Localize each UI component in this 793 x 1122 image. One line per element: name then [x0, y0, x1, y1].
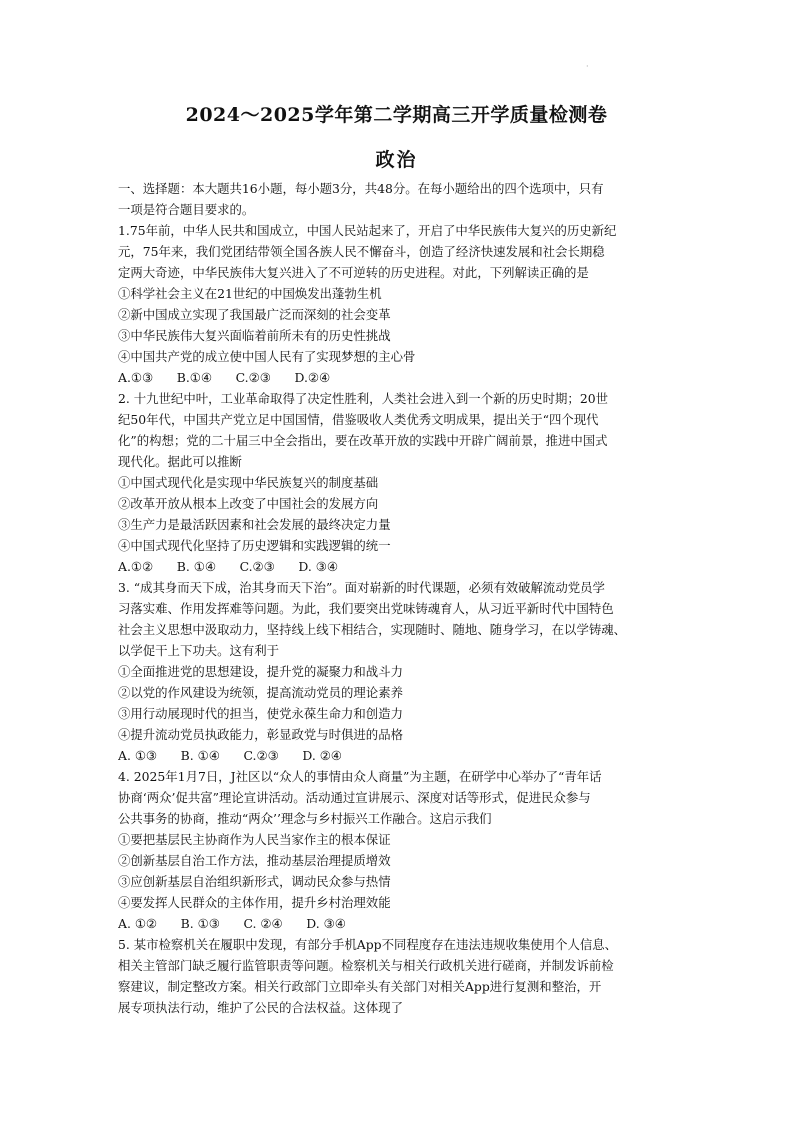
- statement-1: ①中国式现代化是实现中华民族复兴的制度基础: [118, 475, 379, 490]
- answer-options: A.①③ B.①④ C.②③ D.②④: [118, 370, 331, 385]
- statement-1: ①全面推进党的思想建设，提升党的凝聚力和战斗力: [118, 664, 403, 679]
- subject-title: 政治: [375, 149, 418, 171]
- section-instructions: [118, 178, 678, 220]
- statement-2: ②以党的作风建设为统领，提高流动党员的理论素养: [118, 685, 403, 700]
- answer-options: A. ①② B. ①③ C. ②④ D. ③④: [118, 916, 346, 931]
- statement-2: ②新中国成立实现了我国最广泛而深刻的社会变革: [118, 307, 391, 322]
- question-stem-line: 社会主义思想中汲取动力，坚持线上线下相结合，实现随时、随地、随身学习，在以学铸魂、: [118, 622, 627, 637]
- question-stem-line: 2. 十九世纪中叶，工业革命取得了决定性胜利，人类社会进入到一个新的历史时期；20世: [118, 391, 608, 406]
- statement-3: ③用行动展现时代的担当，使党永葆生命力和创造力: [118, 706, 403, 721]
- exam-title: 2024～2025学年第二学期高三开学质量检测卷: [185, 104, 608, 126]
- question-stem-line: 元，75年来，我们党团结带领全国各族人民不懈奋斗，创造了经济快速发展和社会长期稳: [118, 244, 605, 259]
- statement-2: ②改革开放从根本上改变了中国社会的发展方向: [118, 496, 379, 511]
- question-stem-line: 以学促干上下功夫。这有利于: [118, 643, 280, 658]
- question-stem-line: 展专项执法行动，维护了公民的合法权益。这体现了: [118, 1000, 403, 1015]
- question-stem-line: 现代化。据此可以推断: [118, 454, 242, 469]
- question-stem-line: 5. 某市检察机关在履职中发现，有部分手机App不同程度存在违法违规收集使用个人信息、: [118, 937, 618, 952]
- exam-body: [118, 178, 678, 1018]
- question-stem-line: 4. 2025年1月7日，J社区以“众人的事情由众人商量”为主题，在研学中心举办了“青年话: [118, 769, 602, 784]
- question-stem-line: 纪50年代，中国共产党立足中国国情，借鉴吸收人类优秀文明成果，提出关于“四个现代: [118, 412, 599, 427]
- question-1: [118, 220, 678, 388]
- question-stem-line: 定两大奇迹，中华民族伟大复兴进入了不可逆转的历史进程。对此，下列解读正确的是: [118, 265, 589, 280]
- instruction-line: 一、选择题：本大题共16小题，每小题3分，共48分。在每小题给出的四个选项中，只有: [118, 181, 604, 196]
- statement-3: ③应创新基层自治组织新形式，调动民众参与热情: [118, 874, 391, 889]
- statement-4: ④要发挥人民群众的主体作用，提升乡村治理效能: [118, 895, 391, 910]
- statement-4: ④提升流动党员执政能力，彰显政党与时俱进的品格: [118, 727, 403, 742]
- question-stem-line: 相关主管部门缺乏履行监管职责等问题。检察机关与相关行政机关进行磋商，并制发诉前检: [118, 958, 614, 973]
- statement-3: ③生产力是最活跃因素和社会发展的最终决定力量: [118, 517, 391, 532]
- question-5: [118, 934, 678, 1018]
- question-2: [118, 388, 678, 577]
- question-stem-line: 公共事务的协商，推动“两众’’理念与乡村振兴工作融合。这启示我们: [118, 811, 492, 826]
- question-stem-line: 协商‘两众’促共富”理论宣讲活动。活动通过宣讲展示、深度对话等形式，促进民众参与: [118, 790, 591, 805]
- statement-2: ②创新基层自治工作方法，推动基层治理提质增效: [118, 853, 391, 868]
- scan-speck: ·: [586, 62, 589, 71]
- instruction-line: 一项是符合题目要求的。: [118, 202, 255, 217]
- question-stem-line: 习落实难、作用发挥难等问题。为此，我们要突出党味铸魂育人，从习近平新时代中国特色: [118, 601, 614, 616]
- question-3: [118, 577, 678, 766]
- question-4: [118, 766, 678, 934]
- question-stem-line: 化”的构想；党的二十届三中全会指出，要在改革开放的实践中开辟广阔前景，推进中国式: [118, 433, 608, 448]
- statement-1: ①科学社会主义在21世纪的中国焕发出蓬勃生机: [118, 286, 382, 301]
- statement-3: ③中华民族伟大复兴面临着前所未有的历史性挑战: [118, 328, 391, 343]
- question-stem-line: 察建议，制定整改方案。相关行政部门立即牵头有关部门对相关App进行复测和整治，开: [118, 979, 602, 994]
- statement-4: ④中国式现代化坚持了历史逻辑和实践逻辑的统一: [118, 538, 391, 553]
- statement-1: ①要把基层民主协商作为人民当家作主的根本保证: [118, 832, 391, 847]
- question-stem-line: 3. “成其身而天下成，治其身而天下治”。面对崭新的时代课题，必须有效破解流动党员学: [118, 580, 605, 595]
- answer-options: A. ①③ B. ①④ C.②③ D. ②④: [118, 748, 342, 763]
- statement-4: ④中国共产党的成立使中国人民有了实现梦想的主心骨: [118, 349, 416, 364]
- question-stem-line: 1.75年前，中华人民共和国成立，中国人民站起来了，开启了中华民族伟大复兴的历史新纪: [118, 223, 617, 238]
- answer-options: A.①② B. ①④ C.②③ D. ③④: [118, 559, 338, 574]
